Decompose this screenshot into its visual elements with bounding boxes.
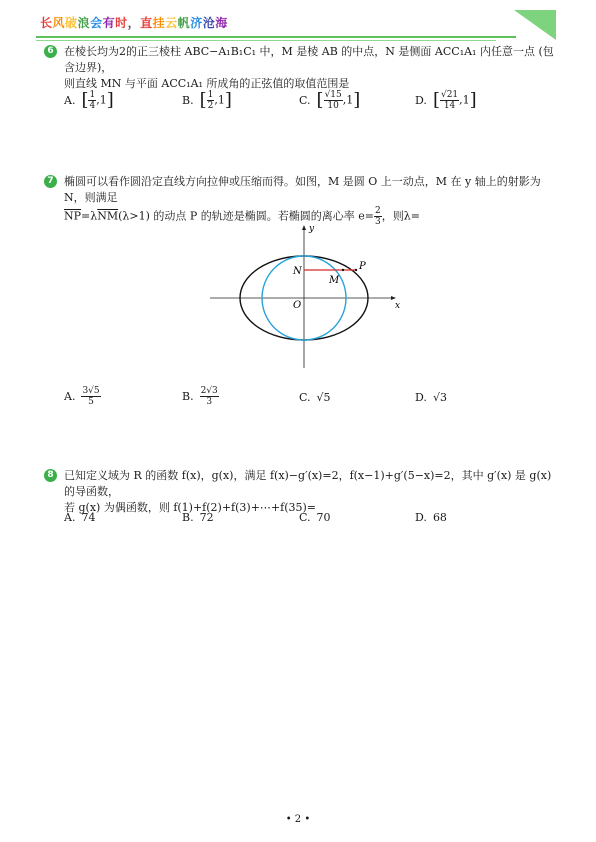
banner-line-thin — [36, 40, 496, 41]
vector-nm: $\overline{NM}$ — [97, 209, 119, 223]
slogan-char: 浪 — [77, 16, 91, 30]
slogan-char: 有 — [102, 16, 116, 30]
slogan-char: 时 — [115, 16, 128, 30]
banner-slogan — [40, 14, 228, 31]
question-number-badge: 8 — [44, 469, 57, 482]
label-m: M — [329, 275, 340, 286]
slogan-char: 长 — [40, 16, 53, 30]
question-8-text — [64, 468, 554, 516]
question-7-options-row — [44, 386, 554, 406]
vector-np: $\overline{NP}$ — [64, 209, 82, 223]
question-number-badge: 6 — [44, 45, 57, 58]
label-p: P — [359, 261, 366, 272]
question-7-line-2: $\overline{NP}=\lambda\overline{NM}(\lambda>1)$ 的动点 P 的轨迹是椭圆。若椭圆的离心率 e= $\frac{2}{3}$ ，则λ= — [64, 206, 420, 227]
question-6-line-1: 在棱长均为2的正三棱柱 ABC−A₁B₁C₁ 中，M 是棱 AB 的中点，N 是侧面 ACC₁A₁ 内任意一点 (包含边界)， — [64, 45, 554, 74]
slogan-char: 海 — [215, 16, 228, 30]
header-banner — [36, 10, 556, 38]
question-7-line-1: 椭圆可以看作圆沿定直线方向拉伸或压缩而得。如图，M 是圆 O 上一动点，M 在 y 轴上的射影为 N，则满足 — [64, 175, 541, 204]
option-b[interactable]: B. $\frac{2√3}{3}$ — [182, 386, 218, 407]
y-axis-arrow — [302, 225, 306, 230]
banner-corner-decoration — [514, 10, 556, 40]
question-6 — [44, 44, 554, 111]
page-number: • 2 • — [285, 814, 311, 825]
option-d[interactable]: D. 68 — [415, 511, 447, 524]
slogan-char: ， — [127, 16, 141, 30]
label-x: x — [395, 301, 401, 311]
option-a[interactable]: A. $\frac{3√5}{5}$ — [64, 386, 100, 407]
option-c[interactable]: C. √5 — [299, 391, 331, 404]
option-a[interactable]: A. 74 — [64, 511, 96, 524]
slogan-char: 会 — [90, 16, 103, 30]
label-n: N — [293, 266, 302, 277]
option-d[interactable]: D. √3 — [415, 391, 447, 404]
slogan-char: 破 — [65, 16, 78, 30]
question-7 — [44, 174, 554, 227]
slogan-char: 济 — [190, 16, 203, 30]
option-c[interactable]: C. [ $\frac{√15}{10}$ ,1] — [299, 89, 361, 111]
x-axis-arrow — [391, 296, 396, 300]
question-6-line-2: 则直线 MN 与平面 ACC₁A₁ 所成角的正弦值的取值范围是 — [64, 77, 350, 90]
label-y: y — [309, 224, 315, 234]
slogan-char: 云 — [165, 16, 178, 30]
question-8-line-1: 已知定义域为 R 的函数 f(x)，g(x)，满足 f(x)−g′(x)=2，f(x−1)+g′(5−x)=2，其中 g′(x) 是 g(x) 的导函数， — [64, 469, 552, 498]
option-a[interactable]: A. [ $\frac{1}{4}$ ,1] — [64, 89, 114, 111]
question-8 — [44, 468, 554, 524]
slogan-char: 直 — [140, 16, 153, 30]
question-number-badge: 7 — [44, 175, 57, 188]
label-o: O — [293, 300, 302, 311]
ellipse-circle-figure — [206, 222, 406, 372]
banner-line — [36, 36, 516, 38]
point-m — [342, 269, 344, 271]
option-b[interactable]: B. [ $\frac{1}{2}$ ,1] — [182, 89, 232, 111]
question-7-text — [64, 174, 554, 227]
question-8-line-2: 若 g(x) 为偶函数，则 f(1)+f(2)+f(3)+⋯+f(35)= — [64, 501, 317, 514]
option-b[interactable]: B. 72 — [182, 511, 214, 524]
option-d[interactable]: D. [ $\frac{√21}{14}$ ,1] — [415, 89, 477, 111]
slogan-char: 沧 — [202, 16, 216, 30]
slogan-char: 帆 — [177, 16, 191, 30]
slogan-char: 风 — [52, 16, 66, 30]
slogan-char: 挂 — [152, 16, 166, 30]
point-p — [355, 269, 357, 271]
question-6-text — [64, 44, 554, 92]
option-c[interactable]: C. 70 — [299, 511, 331, 524]
